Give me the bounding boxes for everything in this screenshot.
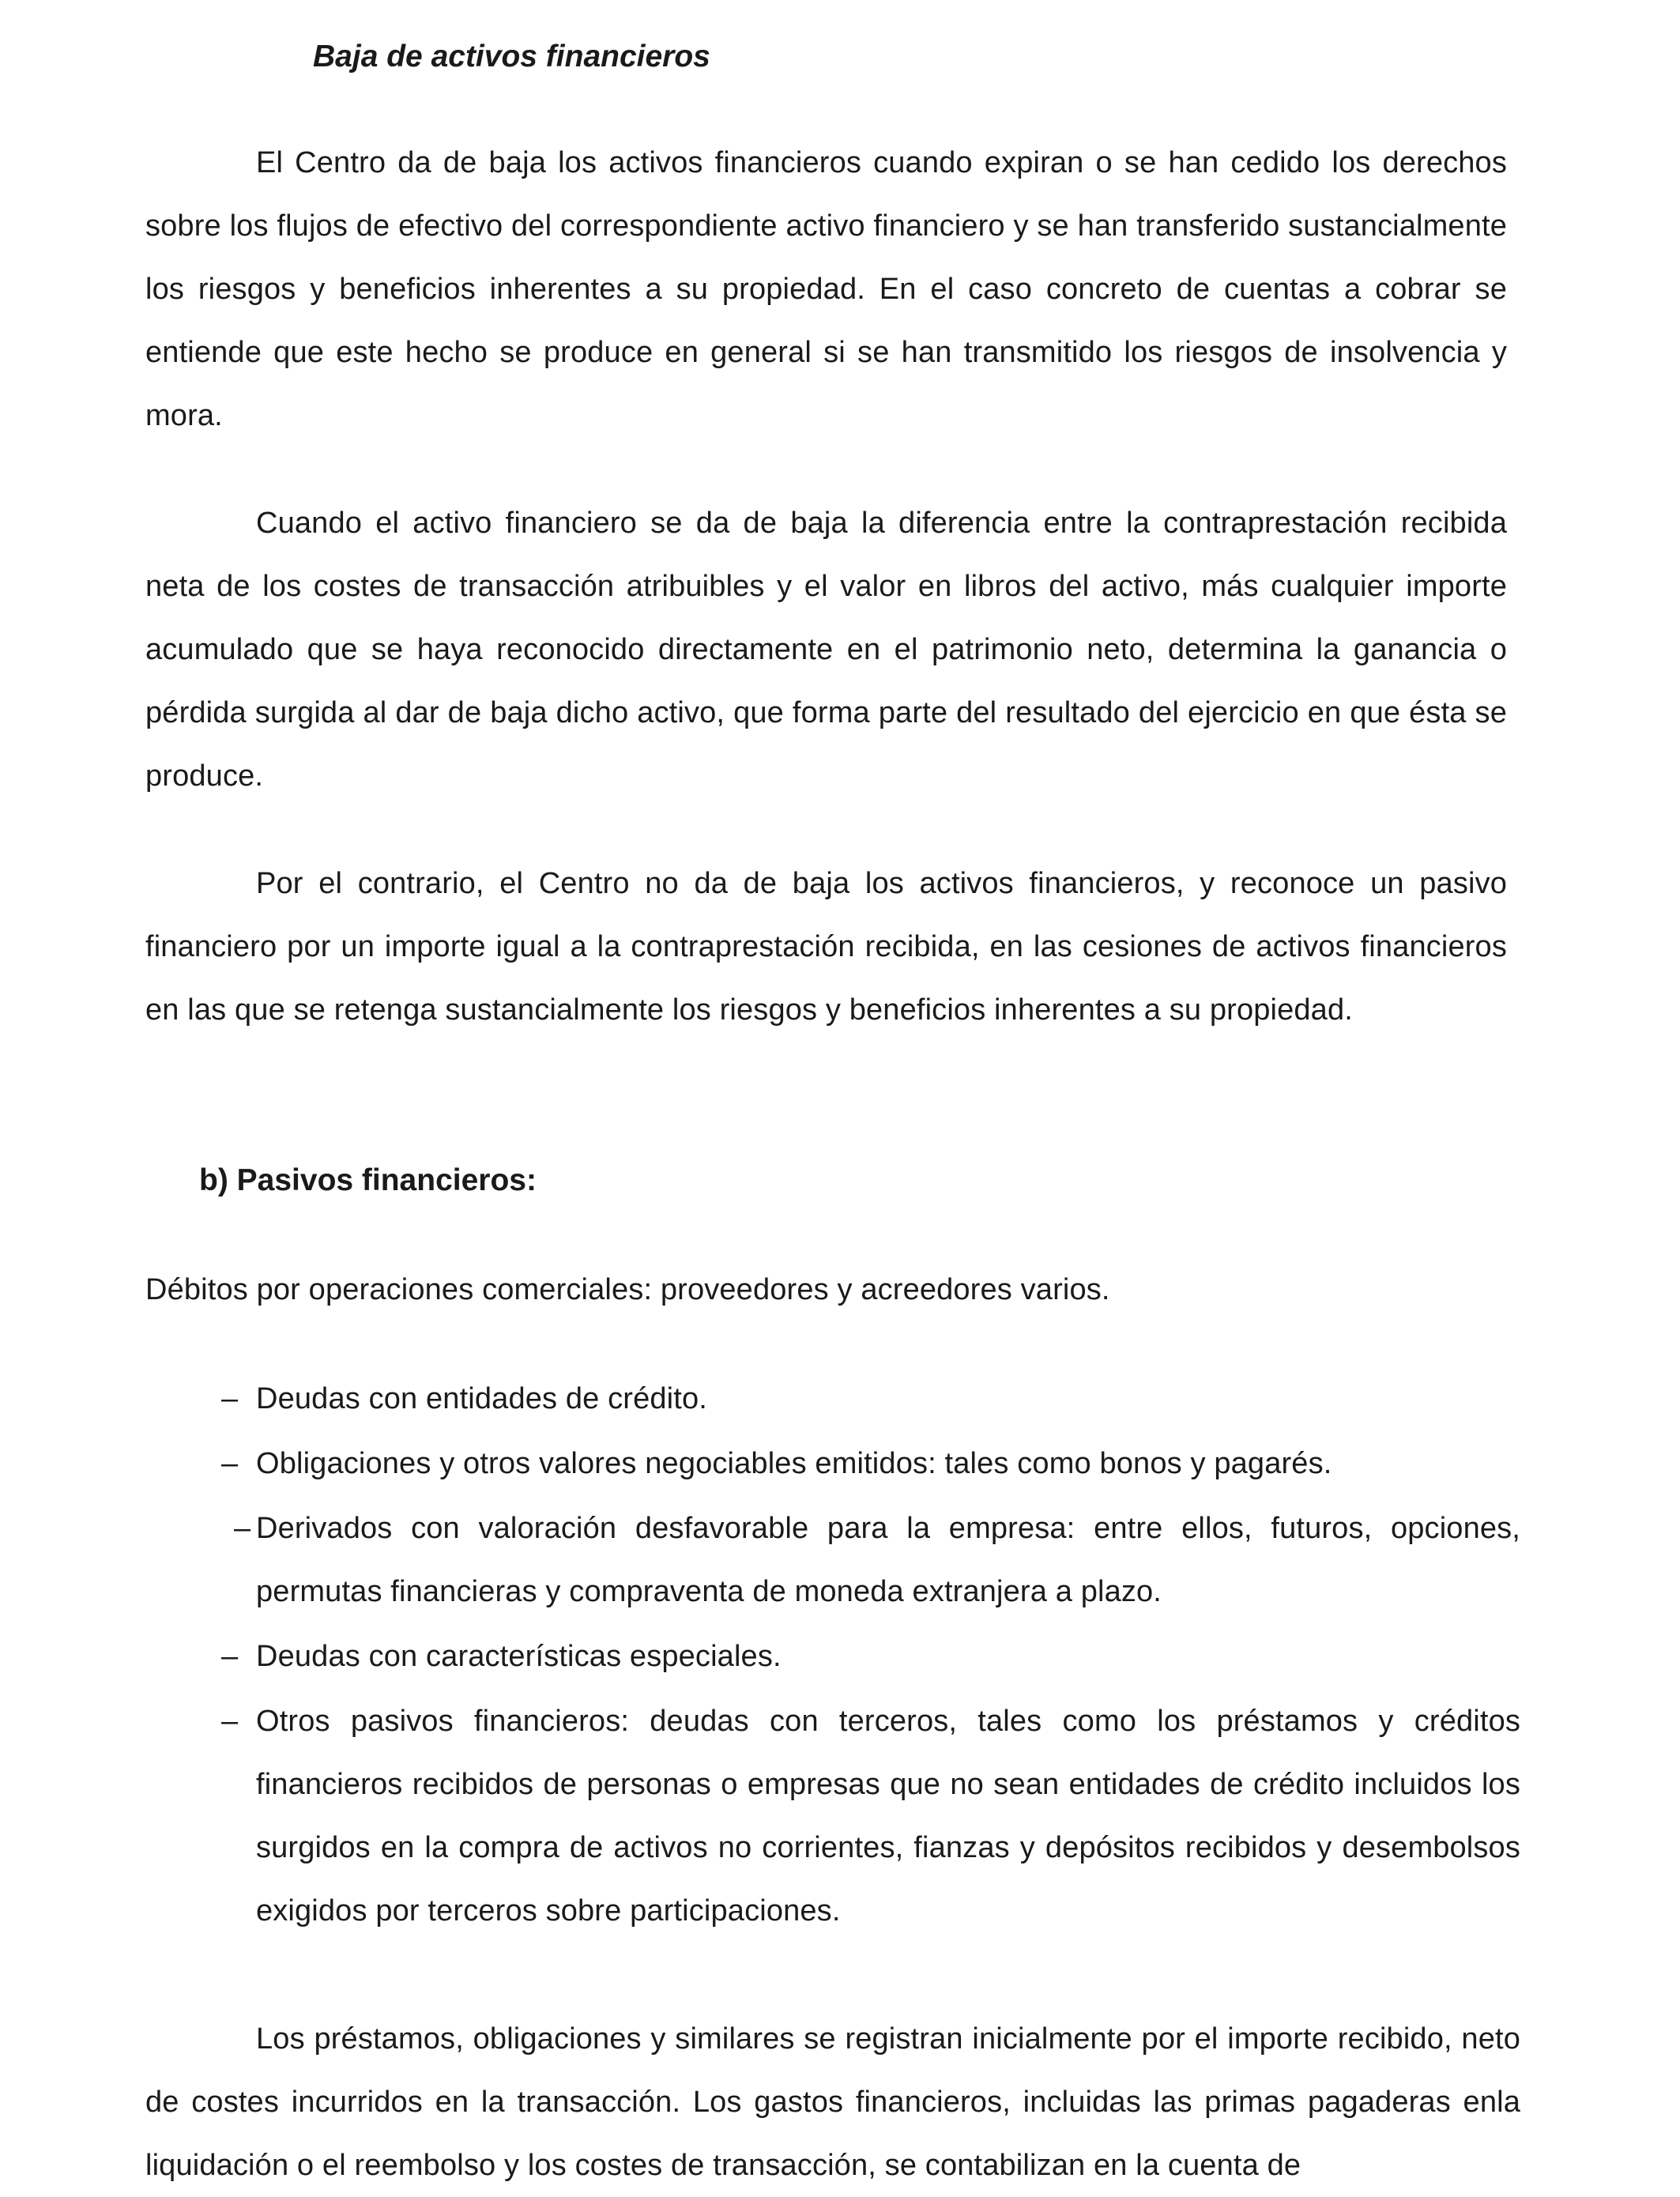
paragraph-loans-recognition: Los préstamos, obligaciones y similares se registran inicialmente por el importe recibido, neto de costes incurridos en la transacción. Los gastos financieros, incluidas las primas pagaderas enla liquidación o el reembolso y los costes de transacción, se contabilizan en la cuenta de [145,2022,1520,2182]
list-item-text: Deudas con características especiales. [256,1640,782,1673]
list-item [221,1625,1520,1688]
list-item-text: Derivados con valoración desfavorable para la empresa: entre ellos, futuros, opciones, permutas financieras y compraventa de moneda extranjera a plazo. [256,1512,1520,1608]
list-item [221,1432,1520,1495]
list-item [221,1367,1520,1430]
list-item-text: Otros pasivos financieros: deudas con terceros, tales como los préstamos y créditos financieros recibidos de personas o empresas que no sean entidades de crédito incluidos los surgidos en la compra de activos no corrientes, fianzas y depósitos recibidos y desembolsos exigidos por terceros sobre participaciones. [256,1705,1520,1928]
paragraph-retained-risks: Por el contrario, el Centro no da de baja los activos financieros, y reconoce un pasivo financiero por un importe igual a la contraprestación recibida, en las cesiones de activos financieros en las que se retenga sustancialmente los riesgos y beneficios inherentes a su propiedad. [145,867,1507,1027]
list-item [234,1497,1520,1623]
paragraph-derecognition: El Centro da de baja los activos financieros cuando expiran o se han cedido los derechos sobre los flujos de efectivo del correspondiente activo financiero y se han transferido sustancialmente los riesgos y beneficios inherentes a su propiedad. En el caso concreto de cuentas a cobrar se entiende que este hecho se produce en general si se han transmitido los riesgos de insolvencia y mora. [145,146,1507,432]
list-item-text: Deudas con entidades de crédito. [256,1382,707,1415]
list-dash: – [221,1447,239,1480]
list-dash: – [221,1382,239,1415]
subheading-financial-liabilities: b) Pasivos financieros: [199,1163,537,1197]
list-dash: – [234,1512,251,1545]
list-dash: – [221,1705,239,1738]
list-item-text: Obligaciones y otros valores negociables emitidos: tales como bonos y pagarés. [256,1447,1332,1480]
section-title: Baja de activos financieros [313,40,710,73]
paragraph-derecognition-difference: Cuando el activo financiero se da de baja la diferencia entre la contraprestación recibida neta de los costes de transacción atribuibles y el valor en libros del activo, más cualquier importe acumulado que se haya reconocido directamente en el patrimonio neto, determina la ganancia o pérdida surgida al dar de baja dicho activo, que forma parte del resultado del ejercicio en que ésta se produce. [145,507,1507,793]
intro-line-commercial-debts: Débitos por operaciones comerciales: proveedores y acreedores varios. [145,1273,1110,1306]
list-item [221,1690,1520,1943]
list-dash: – [221,1640,239,1673]
